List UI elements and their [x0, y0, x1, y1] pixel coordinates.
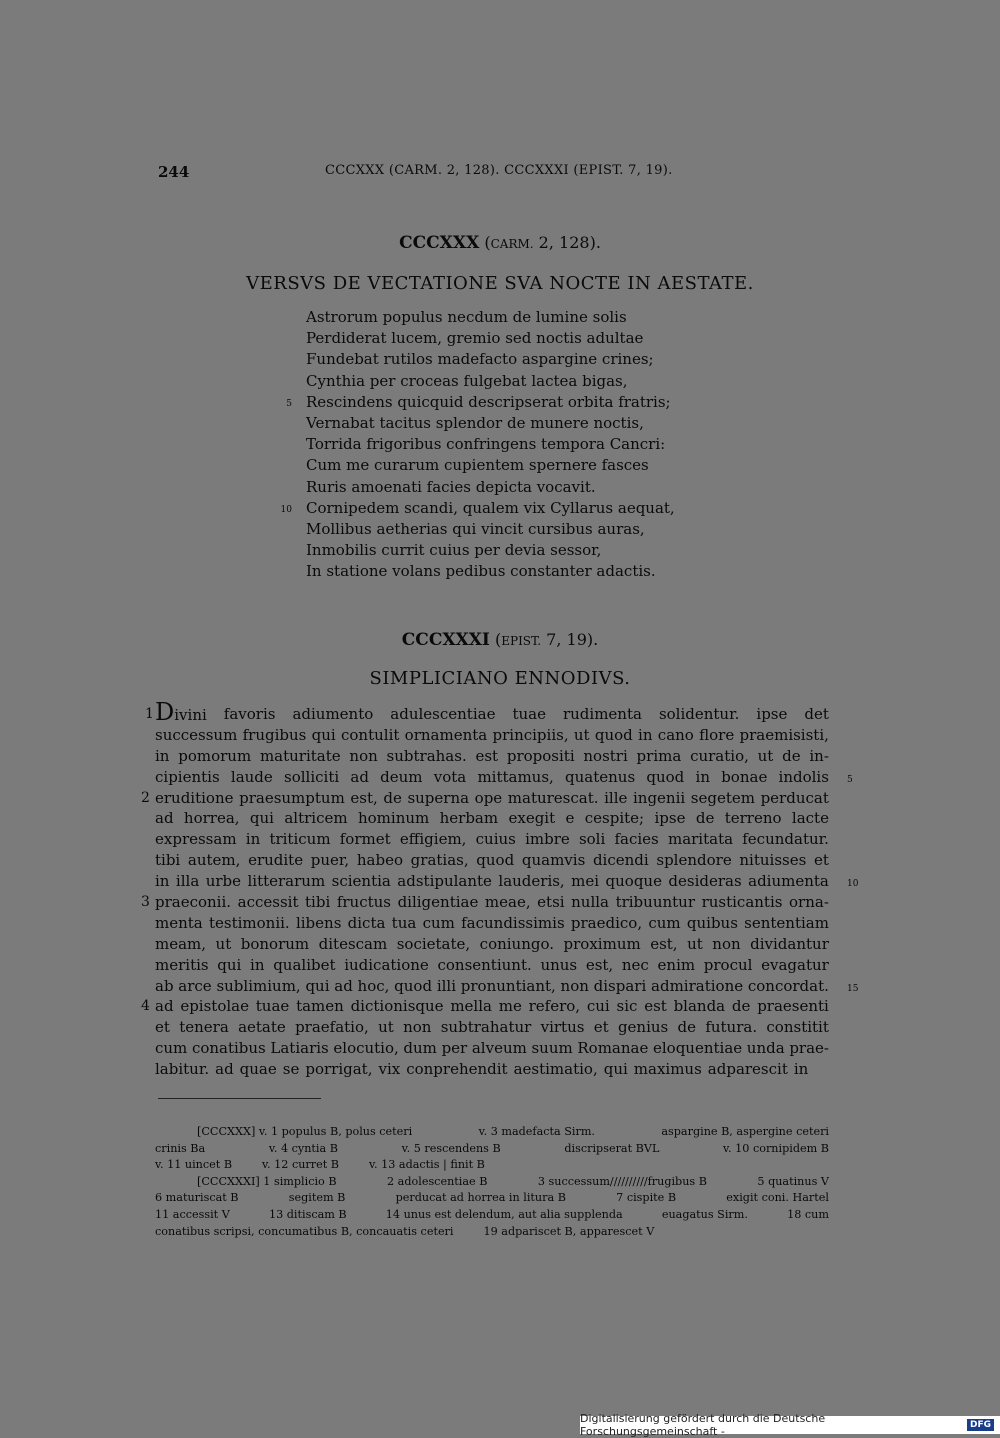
footnote-rule [158, 1098, 321, 1099]
running-head: CCCXXX (CARM. 2, 128). CCCXXXI (EPIST. 7, 19). [325, 163, 673, 178]
verse-text: Cornipedem scandi, qualem vix Cyllarus aequat, [306, 498, 675, 517]
apparatus-note-line: [CCCXXXI] 1 simplicio B 2 adolescentiae B 3 successum//////////frugibus B 5 quatinus V [197, 1174, 829, 1188]
verse-line [306, 519, 786, 540]
apparatus-note-line: [CCCXXX] v. 1 populus B, polus ceteri v. 3 madefacta Sirm. aspargine B, aspergine ceteri [197, 1125, 829, 1138]
section-ref-small: CARM. [490, 237, 534, 251]
prose-line: 5 cipientis laude solliciti ad deum vota mittamus, quatenus quod in bonae indolis [155, 767, 829, 788]
line-number: 10 [847, 879, 859, 890]
dfg-logo-icon: DFG [967, 1419, 994, 1431]
prose-line: 4 ad epistolae tuae tamen dictionisque mella me refero, cui sic est blanda de praesenti [141, 997, 829, 1016]
section-subtitle-2: SIMPLICIANO ENNODIVS. [369, 668, 631, 689]
footer-text: Digitalisierung gefördert durch die Deutsche Forschungsgemeinschaft - [580, 1412, 826, 1438]
paragraph-number: 1 [145, 706, 154, 722]
line-number: 15 [847, 983, 859, 994]
digitization-footer [580, 1412, 1000, 1438]
prose-line: expressam in triticum formet effigiem, cuius imbre soli facies maritata fecundatur. [155, 830, 829, 849]
prose-line: et tenera aetate praefatio, ut non subtrahatur virtus et genius de futura. constitit [155, 1018, 829, 1037]
verse-line [306, 434, 786, 455]
prose-line: ad horrea, qui altricem hominum herbam exegit e cespite; ipse de terreno lacte [155, 809, 829, 828]
verse-text: Fundebat rutilos madefacto aspargine crines; [306, 350, 654, 369]
verse-text: Cynthia per croceas fulgebat lactea bigas, [306, 371, 628, 390]
paragraph-number: 4 [141, 998, 150, 1015]
prose-line: labitur. ad quae se porrigat, vix conprehendit aestimatio, qui maximus adparescit in [155, 1060, 809, 1079]
verse-number: 5 [286, 398, 292, 409]
prose-line: 3 praeconii. accessit tibi fructus diligentiae meae, etsi nulla tribuuntur rusticantis orna- [141, 893, 829, 912]
verse-text: In statione volans pedibus constanter adactis. [306, 562, 656, 581]
paragraph-number: 2 [141, 789, 150, 806]
verse-block [280, 307, 786, 583]
section-subtitle-1: VERSVS DE VECTATIONE SVA NOCTE IN AESTATE. [246, 273, 754, 294]
section-number: CCCXXX [399, 233, 480, 253]
section-ref-open: ( [494, 630, 502, 649]
verse-line [280, 498, 786, 519]
verse-number: 10 [280, 504, 292, 515]
section-ref-rest: 2, 128). [533, 233, 601, 252]
verse-line [306, 413, 786, 434]
apparatus-note-line: conatibus scripsi, concumatibus B, concauatis ceteri 19 adpariscet B, apparescet V [155, 1224, 655, 1238]
prose-line: menta testimonii. libens dicta tua cum facundissimis praedico, cum quibus sententiam [155, 913, 829, 932]
prose-line: 1 Divini favoris adiumento adulescentiae tuae rudimenta solidentur. ipse det [145, 698, 829, 726]
verse-line [306, 477, 786, 498]
verse-text: Inmobilis currit cuius per devia sessor, [306, 541, 602, 560]
verse-text: Vernabat tacitus splendor de munere noctis, [306, 414, 644, 433]
prose-block [141, 698, 859, 1080]
verse-line [306, 561, 786, 582]
apparatus-notes [155, 1124, 829, 1240]
verse-text: Astrorum populus necdum de lumine solis [306, 308, 627, 326]
section-title-1 [0, 233, 1000, 253]
prose-line: meam, ut bonorum ditescam societate, coniungo. proximum est, ut non dividantur [155, 934, 829, 953]
section-ref-rest: 7, 19). [541, 630, 599, 649]
verse-text: Torrida frigoribus confringens tempora Cancri: [306, 435, 666, 454]
verse-line [306, 540, 786, 561]
verse-line [306, 455, 786, 476]
section-ref-open: ( [484, 233, 491, 252]
verse-text: Perdiderat lucem, gremio sed noctis adultae [306, 329, 644, 348]
prose-line: cum conatibus Latiaris elocutio, dum per alveum suum Romanae eloquentiae unda prae- [155, 1039, 829, 1058]
verse-line [306, 328, 786, 349]
verse-text: Mollibus aetherias qui vincit cursibus auras, [306, 520, 645, 539]
section-title-2 [0, 630, 1000, 650]
prose-line: successum frugibus qui contulit ornamenta principiis, ut quod in cano flore praemisisti, [155, 725, 829, 744]
verse-text: Ruris amoenati facies depicta vocavit. [306, 477, 596, 496]
line-number: 5 [847, 774, 853, 785]
prose-line: 10 in illa urbe litterarum scientia adstipulante lauderis, mei quoque desideras adiumenta [155, 871, 829, 892]
apparatus-note-line: 11 accessit V 13 ditiscam B 14 unus est delendum, aut alia supplenda euagatus Sirm. 18 cum [155, 1207, 829, 1221]
verse-line [286, 392, 786, 413]
page-number: 244 [158, 163, 190, 181]
drop-cap: D [155, 698, 175, 726]
apparatus-note-line: 6 maturiscat B segitem B perducat ad horrea in litura B 7 cispite B exigit coni. Hartel [155, 1191, 829, 1205]
apparatus-note-line: crinis Ba v. 4 cyntia B v. 5 rescendens B discripserat BVL v. 10 cornipidem B [155, 1141, 829, 1155]
prose-line: in pomorum maturitate non subtrahas. est propositi nostri prima curatio, ut de in- [155, 746, 829, 765]
verse-text: Cum me curarum cupientem spernere fasces [306, 456, 649, 475]
verse-text: Rescindens quicquid descripserat orbita fratris; [306, 392, 671, 411]
prose-line: 2 eruditione praesumptum est, de superna ope maturescat. ille ingenii segetem perducat [141, 788, 829, 807]
prose-line: meritis qui in qualibet iudicatione consentiunt. unus est, nec enim procul evagatur [155, 955, 829, 974]
paragraph-number: 3 [141, 894, 150, 911]
verse-line [306, 307, 786, 328]
apparatus-note-line: v. 11 uincet B v. 12 curret B v. 13 adactis | finit B [155, 1158, 485, 1172]
verse-line [306, 349, 786, 370]
verse-line [306, 371, 786, 392]
prose-line: 15 ab arce sublimium, qui ad hoc, quod illi pronuntiant, non dispari admiratione concordat. [155, 976, 829, 997]
prose-line: tibi autem, erudite puer, habeo gratias, quod quamvis dicendi splendore nituisses et [155, 851, 829, 870]
section-number: CCCXXXI [401, 630, 490, 650]
section-ref-small: EPIST. [501, 634, 542, 648]
